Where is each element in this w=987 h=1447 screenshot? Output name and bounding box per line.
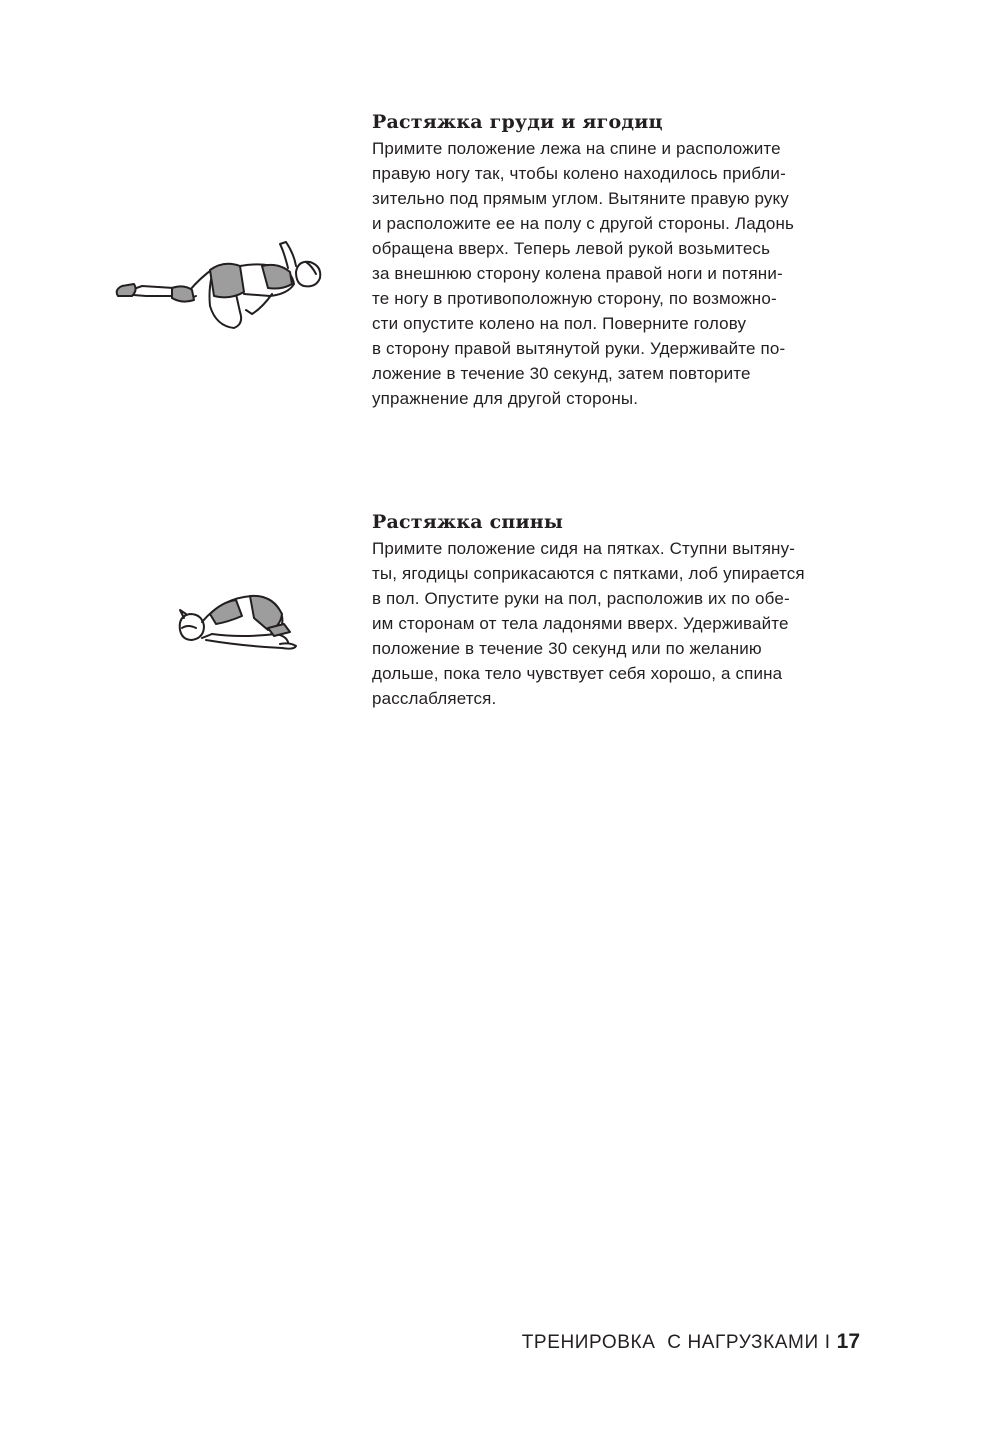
footer-separator: I — [824, 1332, 831, 1353]
body-line: правую ногу так, чтобы колено находилось прибли- — [372, 164, 786, 183]
section-body — [372, 536, 872, 711]
body-line: ложение в течение 30 секунд, затем повторите — [372, 364, 751, 383]
body-line: зительно под прямым углом. Вытяните правую руку — [372, 189, 789, 208]
body-line: Примите положение сидя на пятках. Ступни вытяну- — [372, 539, 796, 558]
section-back-stretch — [372, 510, 872, 711]
body-line: за внешнюю сторону колена правой ноги и потяни- — [372, 264, 783, 283]
body-line: расслабляется. — [372, 689, 497, 708]
body-line: положение в течение 30 секунд или по желанию — [372, 639, 762, 658]
body-line: обращена вверх. Теперь левой рукой возьмитесь — [372, 239, 771, 258]
section-body — [372, 136, 872, 411]
body-line: ты, ягодицы соприкасаются с пятками, лоб упирается — [372, 564, 805, 583]
body-line: дольше, пока тело чувствует себя хорошо, а спина — [372, 664, 783, 683]
body-line: сти опустите колено на пол. Поверните голову — [372, 314, 747, 333]
body-line: упражнение для другой стороны. — [372, 389, 639, 408]
childs-pose-figure-icon — [172, 588, 302, 658]
body-line: те ногу в противоположную сторону, по возможно- — [372, 289, 777, 308]
body-line: в пол. Опустите руки на пол, расположив их по обе- — [372, 589, 790, 608]
body-line: им сторонам от тела ладонями вверх. Удерживайте — [372, 614, 789, 633]
section-title: Растяжка груди и ягодиц — [372, 111, 663, 133]
body-line: в сторону правой вытянутой руки. Удерживайте по- — [372, 339, 786, 358]
lying-twist-figure-icon — [112, 238, 327, 333]
page-number: 17 — [836, 1330, 860, 1353]
body-line: и расположите ее на полу с другой стороны. Ладонь — [372, 214, 795, 233]
page-footer — [522, 1330, 860, 1354]
section-title: Растяжка спины — [372, 511, 564, 533]
body-line: Примите положение лежа на спине и расположите — [372, 139, 781, 158]
chest-glute-stretch-illustration — [112, 238, 327, 333]
section-chest-glute-stretch — [372, 110, 872, 411]
chapter-title: ТРЕНИРОВКА С НАГРУЗКАМИ — [521, 1332, 819, 1353]
back-stretch-illustration — [172, 588, 302, 658]
